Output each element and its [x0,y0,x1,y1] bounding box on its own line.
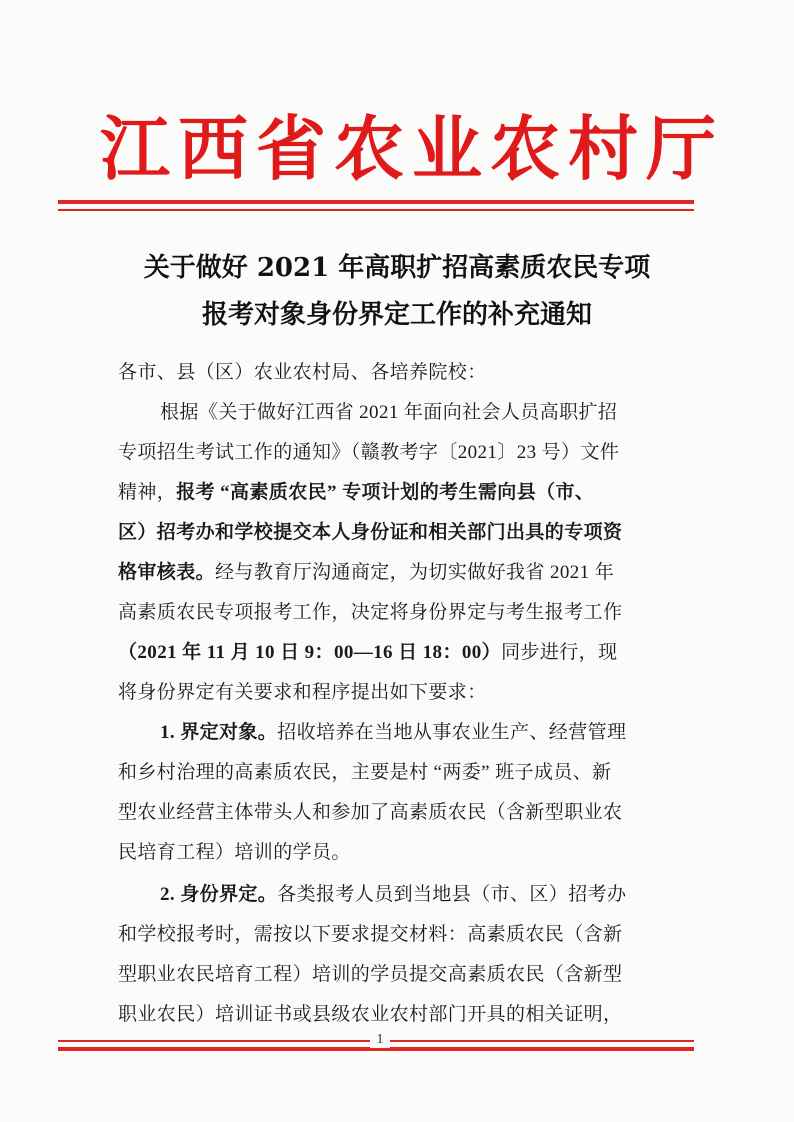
paragraph-1-line-6: 高素质农民专项报考工作，决定将身份界定与考生报考工作 [118,602,623,623]
paragraph-1-line-3-start: 精神， [118,482,177,503]
section-1-line-1-text: 招收培养在当地从事农业生产、经营管理 [277,722,627,743]
paragraph-1-emphasis-start: 报考 “高素质农民” 专项计划的考生需向县（市、 [176,482,595,503]
section-2-line-1 [160,880,626,910]
paragraph-1-line-7 [118,638,617,668]
section-2-line-3: 型职业农民培育工程）培训的学员提交高素质农民（含新型 [118,964,623,985]
salutation: 各市、县（区）农业农村局、各培养院校： [118,362,487,383]
letterhead-rule-thick [58,200,694,204]
schedule-period: （2021 年 11 月 10 日 9：00—16 日 18：00） [118,642,502,663]
paragraph-1-line-2: 专项招生考试工作的通知》（赣教考字〔2021〕23 号）文件 [118,442,620,463]
section-2-line-2: 和学校报考时，需按以下要求提交材料：高素质农民（含新 [118,924,623,945]
section-1-line-4: 民培育工程）培训的学员。 [118,842,351,863]
document-title-line-1: 关于做好 2021 年高职扩招高素质农民专项 [143,253,651,283]
letterhead-org-name: 江西省农业农村厅 [100,107,724,190]
section-1-line-2: 和乡村治理的高素质农民，主要是村 “两委” 班子成员、新 [118,762,612,783]
section-2-line-1-text: 各类报考人员到当地县（市、区）招考办 [277,884,627,905]
letterhead-rule-thin [58,209,694,211]
paragraph-1-line-8: 将身份界定有关要求和程序提出如下要求： [118,682,487,703]
section-1-line-3: 型农业经营主体带头人和参加了高素质农民（含新型职业农 [118,802,623,823]
paragraph-1-line-5 [118,558,614,588]
paragraph-1-emphasis-end: 格审核表。 [118,562,216,583]
paragraph-1-line-7-rest: 同步进行，现 [501,642,618,663]
section-2-heading: 2. 身份界定。 [160,884,278,905]
paragraph-1-line-4: 区）招考办和学校提交本人身份证和相关部门出具的专项资 [118,522,623,543]
paragraph-1-line-1: 根据《关于做好江西省 2021 年面向社会人员高职扩招 [160,402,618,423]
section-1-line-1 [160,718,626,748]
paragraph-1-line-5-rest: 经与教育厅沟通商定，为切实做好我省 2021 年 [215,562,615,583]
section-1-heading: 1. 界定对象。 [160,722,278,743]
page-number: 1 [370,1032,390,1048]
section-2-line-4: 职业农民）培训证书或县级农业农村部门开具的相关证明， [118,1004,623,1025]
paragraph-1-line-3 [118,478,594,508]
document-title-line-2: 报考对象身份界定工作的补充通知 [201,300,592,330]
